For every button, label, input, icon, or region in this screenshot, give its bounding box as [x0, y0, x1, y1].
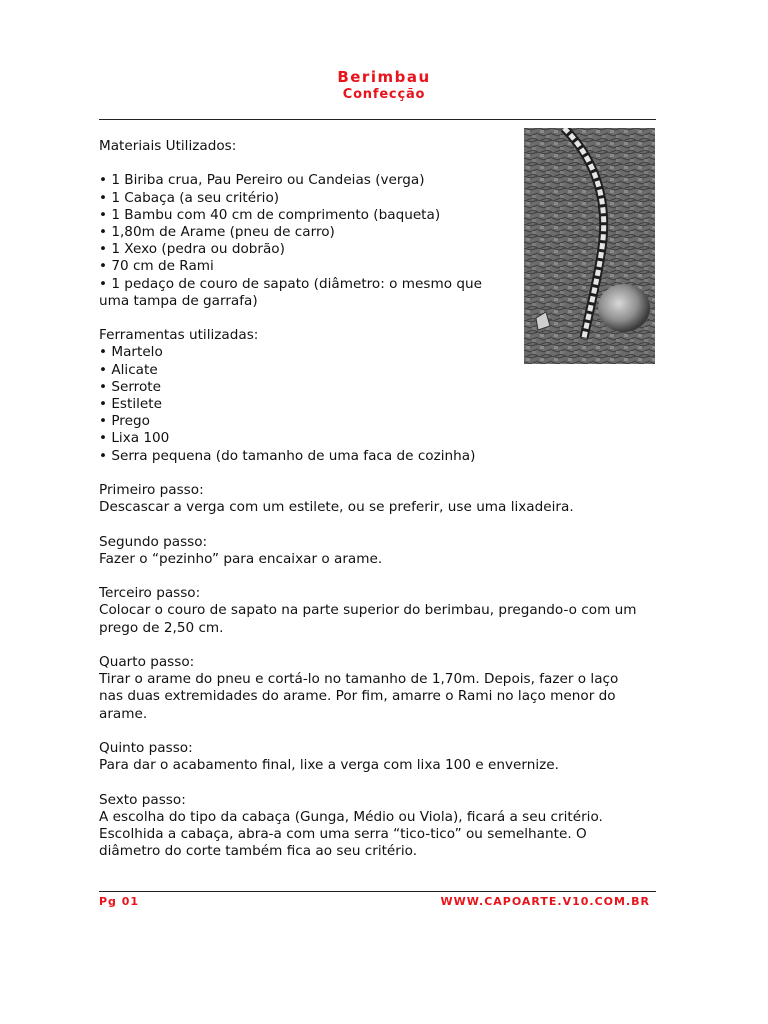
- text-line: • 1 Cabaça (a seu critério): [99, 189, 280, 206]
- text-line: Colocar o couro de sapato na parte superior do berimbau, pregando-o com um: [99, 602, 637, 619]
- text-line: • 1 pedaço de couro de sapato (diâmetro: o mesmo que: [99, 275, 482, 292]
- footer-divider: [99, 891, 656, 892]
- text-line: Quarto passo:: [99, 654, 195, 670]
- text-line: • Martelo: [99, 344, 163, 361]
- text-line: • 1 Biriba crua, Pau Pereiro ou Candeias (verga): [99, 172, 425, 189]
- text-line: arame.: [99, 705, 148, 722]
- document-body: [99, 138, 679, 860]
- paragraph-gap: [99, 774, 679, 791]
- text-line: Para dar o acabamento final, lixe a verga com lixa 100 e envernize.: [99, 757, 559, 774]
- text-line: nas duas extremidades do arame. Por fim, amarre o Rami no laço menor do: [99, 688, 616, 705]
- paragraph-gap: [99, 465, 679, 482]
- text-line: diâmetro do corte também fica ao seu critério.: [99, 843, 418, 860]
- paragraph-gap: [99, 637, 679, 654]
- text-line: • 70 cm de Rami: [99, 258, 214, 275]
- text-line: Sexto passo:: [99, 791, 186, 808]
- text-line: prego de 2,50 cm.: [99, 619, 224, 636]
- paragraph-gap: [99, 723, 679, 740]
- text-line: • Alicate: [99, 361, 158, 378]
- paragraph-gap: [99, 155, 679, 172]
- text-line: • 1,80m de Arame (pneu de carro): [99, 224, 335, 240]
- text-line: Segundo passo:: [99, 533, 208, 550]
- text-line: Primeiro passo:: [99, 482, 204, 499]
- website-link[interactable]: WWW.CAPOARTE.V10.COM.BR: [440, 895, 650, 908]
- text-line: Descascar a verga com um estilete, ou se preferir, use uma lixadeira.: [99, 499, 574, 516]
- header-divider: [99, 119, 656, 120]
- text-line: • Estilete: [99, 396, 162, 413]
- text-line: Materiais Utilizados:: [99, 138, 237, 154]
- text-line: • Serra pequena (do tamanho de uma faca de cozinha): [99, 447, 476, 464]
- paragraph-gap: [99, 310, 679, 327]
- text-line: Ferramentas utilizadas:: [99, 327, 259, 344]
- text-line: Tirar o arame do pneu e cortá-lo no tamanho de 1,70m. Depois, fazer o laço: [99, 671, 619, 688]
- text-line: uma tampa de garrafa): [99, 292, 258, 309]
- text-line: Escolhida a cabaça, abra-a com uma serra “tico-tico” ou semelhante. O: [99, 826, 587, 842]
- document-subtitle: Confecção: [342, 87, 426, 102]
- paragraph-gap: [99, 516, 679, 533]
- text-line: • Lixa 100: [99, 430, 170, 447]
- text-line: • 1 Xexo (pedra ou dobrão): [99, 241, 285, 258]
- text-line: • Serrote: [99, 378, 161, 395]
- text-line: • 1 Bambu com 40 cm de comprimento (baqueta): [99, 206, 441, 223]
- text-line: • Prego: [99, 413, 150, 430]
- text-line: Terceiro passo:: [99, 585, 201, 602]
- text-line: Quinto passo:: [99, 740, 193, 756]
- text-line: A escolha do tipo da cabaça (Gunga, Médio ou Viola), ficará a seu critério.: [99, 808, 603, 825]
- text-line: Fazer o “pezinho” para encaixar o arame.: [99, 550, 383, 567]
- page-number: Pg 01: [99, 895, 140, 908]
- document-title: Berimbau: [337, 68, 431, 86]
- paragraph-gap: [99, 568, 679, 585]
